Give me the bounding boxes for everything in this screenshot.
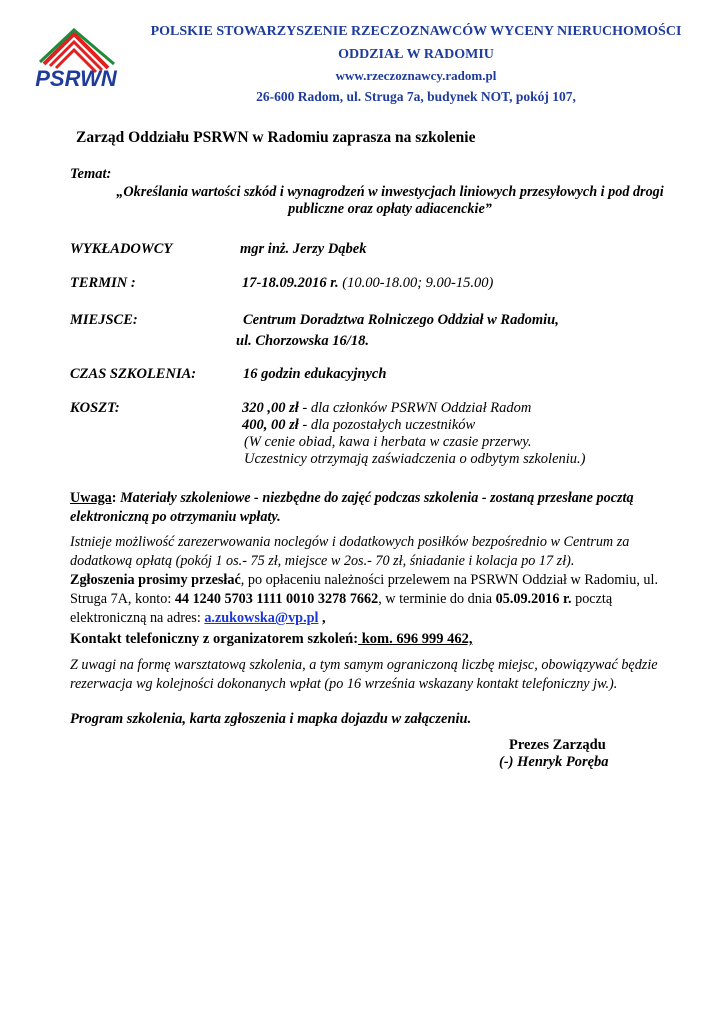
cost-price-others: 400, 00 zł: [242, 417, 299, 433]
accommodation-note: Istnieje możliwość zarezerwowania noclegów i dodatkowych posiłków bezpośrednio w Centrum za dodatkową opłatą (pokój 1 os.- 75 zł, miejsce w 2os.- 70 zł, śniadanie i kolacja po 17 zł).: [70, 534, 630, 569]
cost-note-2: Uczestnicy otrzymają zaświadczenia o odbytym szkoleniu.): [244, 451, 586, 467]
duration-label: CZAS SZKOLENIA:: [70, 366, 197, 382]
address: 26-600 Radom, ul. Struga 7a, budynek NOT, pokój 107,: [256, 89, 576, 104]
workshop-note: Z uwagi na formę warsztatową szkolenia, a tym samym ograniczoną liczbę miejsc, obowiązywać będzie rezerwacja wg kolejności dokonanych wpłat (po 16 września wskazany kontakt telefoniczny jw.).: [70, 657, 658, 692]
notice-colon: :: [111, 490, 117, 506]
topic-label: Temat:: [70, 166, 112, 182]
bank-account: 44 1240 5703 1111 0010 3278 7662: [174, 591, 379, 607]
lecturers-label: WYKŁADOWCY: [70, 241, 173, 257]
cost-label: KOSZT:: [70, 400, 120, 416]
contact-label: Kontakt telefoniczny z organizatorem szkoleń:: [70, 631, 359, 647]
lecturers-value: mgr inż. Jerzy Dąbek: [240, 241, 367, 257]
notice: [70, 489, 670, 527]
duration-value: 16 godzin edukacyjnych: [243, 366, 387, 382]
topic-line-2: publiczne oraz opłaty adiacenckie”: [288, 201, 492, 217]
attachments-note: Program szkolenia, karta zgłoszenia i mapka dojazdu w załączeniu.: [70, 711, 472, 727]
branch-name: ODDZIAŁ W RADOMIU: [338, 47, 494, 62]
cost-line-2: [242, 417, 475, 434]
signature-name: (-) Henryk Poręba: [499, 754, 609, 770]
registration: [70, 571, 670, 628]
registration-deadline: 05.09.2016 r.: [495, 591, 572, 607]
notice-text: Materiały szkoleniowe - niezbędne do zajęć podczas szkolenia - zostaną przesłane pocztą elektroniczną po otrzymaniu wpłaty.: [70, 490, 634, 525]
cost-desc-others: - dla pozostałych uczestników: [298, 417, 476, 433]
place-label: MIEJSCE:: [70, 312, 138, 328]
place-line-2: ul. Chorzowska 16/18.: [236, 333, 369, 349]
place-line-1: Centrum Doradztwa Rolniczego Oddział w Radomiu,: [243, 312, 559, 328]
contact: [70, 630, 670, 649]
contact-phone: kom. 696 999 462,: [358, 631, 473, 647]
logo-graphic: [34, 28, 118, 100]
email-link[interactable]: a.zukowska@vp.pl: [204, 610, 319, 626]
notice-label: Uwaga: [70, 490, 112, 506]
cost-price-members: 320 ,00 zł: [242, 400, 299, 416]
intro-heading: Zarząd Oddziału PSRWN w Radomiu zaprasza na szkolenie: [76, 129, 476, 146]
registration-lead: Zgłoszenia prosimy przesłać: [70, 572, 241, 588]
topic-line-1: „Określania wartości szkód i wynagrodzeń w inwestycjach liniowych przesyłowych i pod drogi: [116, 184, 664, 200]
date-value: 17-18.09.2016 r.: [242, 275, 339, 291]
date-row: [242, 275, 493, 292]
registration-text-4: ,: [318, 610, 326, 626]
cost-desc-members: - dla członków PSRWN Oddział Radom: [298, 400, 532, 416]
date-hours: (10.00-18.00; 9.00-15.00): [342, 275, 494, 291]
signature-title: Prezes Zarządu: [509, 737, 606, 753]
cost-note-1: (W cenie obiad, kawa i herbata w czasie przerwy.: [244, 434, 532, 450]
logo-text: PSRWN: [35, 66, 117, 91]
registration-text-2: , w terminie do dnia: [378, 591, 496, 607]
cost-line-1: [242, 400, 531, 417]
date-label: TERMIN :: [70, 275, 136, 291]
org-name: POLSKIE STOWARZYSZENIE RZECZOZNAWCÓW WYCENY NIERUCHOMOŚCI: [150, 24, 682, 39]
website[interactable]: www.rzeczoznawcy.radom.pl: [335, 68, 497, 83]
registration-text-3: pocztą elektroniczną na adres:: [70, 591, 613, 626]
psrwn-logo: [34, 28, 118, 100]
registration-text-1: , po opłaceniu należności przelewem na PSRWN Oddział w Radomiu, ul. Struga 7A, konto:: [70, 572, 659, 607]
